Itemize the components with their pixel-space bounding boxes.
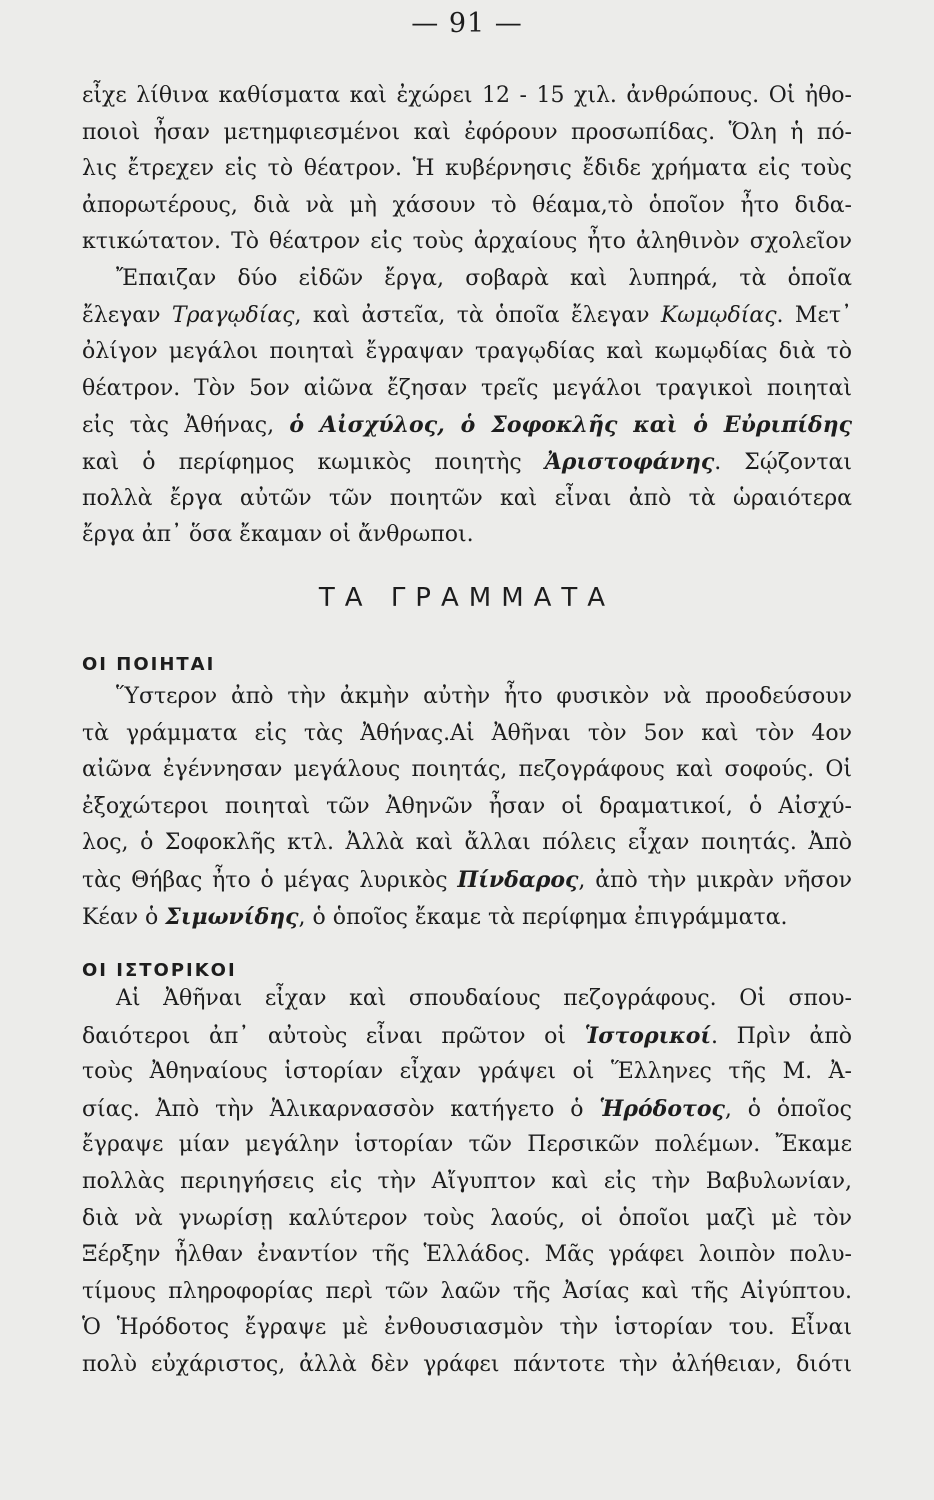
text-line: ἀπορωτέρους, διὰ νὰ μὴ χάσουν τὸ θέαμα,τὸ ὁποῖον ἦτο διδα- <box>82 192 852 218</box>
text-line: τοὺς Ἀθηναίους ἱστορίαν εἶχαν γράψει οἱ Ἕλληνες τῆς Μ. Ἀ- <box>82 1059 852 1085</box>
text-span: , καὶ ἀστεῖα, τὰ ὁποῖα ἔλεγαν <box>294 302 661 328</box>
heading-poets: ΟΙ ΠΟΙΗΤΑΙ <box>82 654 216 675</box>
section-title: ΤΑ ΓΡΑΜΜΑΤΑ <box>318 583 616 613</box>
text-line: πολὺ εὐχάριστος, ἀλλὰ δὲν γράφει πάντοτε τὴν ἀλήθειαν, διότι <box>82 1351 852 1377</box>
text-line <box>82 444 852 481</box>
text-line: Ἔπαιζαν δύο εἰδῶν ἔργα, σοβαρὰ καὶ λυπηρά, τὰ ὁποῖα <box>116 266 852 291</box>
text-line: κτικώτατον. Τὸ θέατρον εἰς τοὺς ἀρχαίους ἦτο ἀληθινὸν σχολεῖον <box>82 229 852 255</box>
text-line <box>82 298 852 335</box>
paragraph-drama <box>82 261 852 554</box>
simonides-name: Σιμωνίδης <box>165 903 299 930</box>
text-line <box>82 407 852 444</box>
text-line: ὀλίγον μεγάλοι ποιηταὶ ἔγραψαν τραγῳδίας καὶ κωμῳδίας διὰ τὸ <box>82 339 852 365</box>
term-comedies: Κωμῳδίας <box>660 302 777 328</box>
text-line <box>82 1091 852 1128</box>
text-line: λις ἔτρεχεν εἰς τὸ θέατρον. Ἡ κυβέρνησις ἔδιδε χρήματα εἰς τοὺς <box>82 156 852 182</box>
text-line: διὰ νὰ γνωρίσῃ καλύτερον τοὺς λαούς, οἱ ὁποῖοι μαζὶ μὲ τὸν <box>82 1205 852 1231</box>
text-line <box>82 899 852 936</box>
text-span: . Πρὶν ἀπὸ <box>711 1023 852 1049</box>
pindar-name: Πίνδαρος <box>457 866 579 893</box>
text-span: δαιότεροι ἀπ᾽ αὐτοὺς εἶναι πρῶτον οἱ <box>82 1023 585 1049</box>
text-span: , ὁ ὁποῖος ἔκαμε τὰ περίφημα ἐπιγράμματα. <box>298 904 788 930</box>
text-line: τίμους πληροφορίας περὶ τῶν λαῶν τῆς Ἀσίας καὶ τῆς Αἰγύπτου. <box>82 1278 852 1304</box>
text-line: αἰῶνα ἐγέννησαν μεγάλους ποιητάς, πεζογράφους καὶ σοφούς. Οἱ <box>82 757 852 783</box>
text-line: πολλὰ ἔργα αὐτῶν τῶν ποιητῶν καὶ εἶναι ἀπὸ τὰ ὡραιότερα <box>82 485 852 511</box>
paragraph-theatre <box>82 78 852 261</box>
text-span: εἰς τὰς Ἀθήνας, <box>82 413 290 439</box>
text-line: Αἱ Ἀθῆναι εἶχαν καὶ σπουδαίους πεζογράφους. Οἱ σπου- <box>116 986 852 1011</box>
text-line: Ὁ Ἡρόδοτος ἔγραψε μὲ ἐνθουσιασμὸν τὴν ἱστορίαν του. Εἶναι <box>82 1315 852 1341</box>
text-line: θέατρον. Τὸν 5ον αἰῶνα ἔζησαν τρεῖς μεγάλοι τραγικοὶ ποιηταὶ <box>82 375 852 401</box>
text-span: σίας. Ἀπὸ τὴν Ἁλικαρνασσὸν κατήγετο ὁ <box>82 1096 600 1122</box>
text-line: ἔργα ἀπ᾽ ὅσα ἔκαμαν οἱ ἄνθρωποι. <box>82 522 474 548</box>
aristophanes-name: Ἀριστοφάνης <box>544 448 715 475</box>
text-line: Ὕστερον ἀπὸ τὴν ἀκμὴν αὐτὴν ἦτο φυσικὸν νὰ προοδεύσουν <box>116 684 852 709</box>
text-line: ποιοὶ ἦσαν μετημφιεσμένοι καὶ ἐφόρουν προσωπίδας. Ὅλη ἡ πό- <box>82 119 852 145</box>
text-line: πολλὰς περιηγήσεις εἰς τὴν Αἴγυπτον καὶ εἰς τὴν Βαβυλωνίαν, <box>82 1168 852 1194</box>
text-span: Κέαν ὁ <box>82 904 166 930</box>
text-span: . Σῴζονται <box>714 449 852 475</box>
text-span: τὰς Θήβας ἦτο ὁ μέγας λυρικὸς <box>82 867 458 893</box>
heading-historians: ΟΙ ΙΣΤΟΡΙΚΟΙ <box>82 960 237 981</box>
text-span: ἔλεγαν <box>82 302 172 328</box>
historians-term: Ἱστορικοί <box>584 1022 712 1049</box>
page-number: — 91 — <box>411 8 523 39</box>
text-line: ἔγραψε μίαν μεγάλην ἱστορίαν τῶν Περσικῶν πολέμων. Ἔκαμε <box>82 1132 852 1158</box>
text-line: εἶχε λίθινα καθίσματα καὶ ἐχώρει 12 - 15 χιλ. ἀνθρώπους. Οἱ ἠθο- <box>82 83 852 108</box>
term-tragedies: Τραγῳδίας <box>171 302 295 328</box>
text-line: ἐξοχώτεροι ποιηταὶ τῶν Ἀθηνῶν ἦσαν οἱ δραματικοί, ὁ Αἰσχύ- <box>82 793 852 819</box>
text-line: τὰ γράμματα εἰς τὰς Ἀθήνας.Αἱ Ἀθῆναι τὸν 5ον καὶ τὸν 4ον <box>82 720 852 746</box>
text-line: λος, ὁ Σοφοκλῆς κτλ. Ἀλλὰ καὶ ἄλλαι πόλεις εἶχαν ποιητάς. Ἀπὸ <box>82 830 852 856</box>
paragraph-historians <box>82 981 852 1384</box>
tragic-poets-names: ὁ Αἰσχύλος, ὁ Σοφοκλῆς καὶ ὁ Εὐριπίδης <box>289 412 853 439</box>
herodotus-name: Ἡρόδοτος <box>599 1095 725 1122</box>
text-line <box>82 1018 852 1055</box>
text-span: , ὁ ὁποῖος <box>724 1096 852 1122</box>
text-line <box>82 862 852 899</box>
text-span: . Μετ᾽ <box>776 302 852 328</box>
paragraph-poets <box>82 679 852 935</box>
text-span: καὶ ὁ περίφημος κωμικὸς ποιητὴς <box>82 449 545 475</box>
text-line: Ξέρξην ἦλθαν ἐναντίον τῆς Ἑλλάδος. Μᾶς γράφει λοιπὸν πολυ- <box>82 1242 852 1268</box>
text-span: , ἀπὸ τὴν μικρὰν νῆσον <box>578 867 852 893</box>
